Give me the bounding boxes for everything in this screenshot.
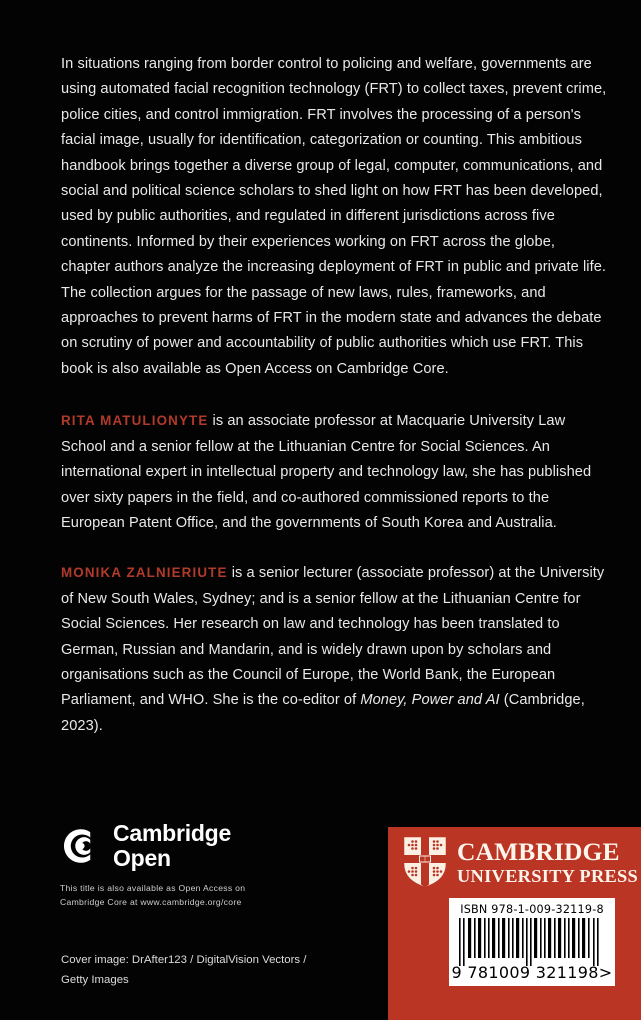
cover-credit-line1: Cover image: DrAfter123 / DigitalVision Vectors / xyxy=(61,954,307,966)
open-access-note-line1: This title is also available as Open Access on xyxy=(60,883,246,893)
publisher-panel xyxy=(388,827,641,1020)
publisher-name-line2: UNIVERSITY PRESS xyxy=(457,866,639,887)
cambridge-open-circle-icon xyxy=(60,825,102,867)
barcode-bars xyxy=(457,918,607,966)
author-bio-1-text: is an associate professor at Macquarie University Law School and a senior fellow at the Lithuanian Centre for Social Sciences. An international expert in intellectual property and technology law, she has published over sixty papers in the field, and co-authored commissioned reports to the European Patent Office, and the governments of South Korea and Australia. xyxy=(61,413,592,531)
author-bio-1 xyxy=(61,408,607,536)
author-bio-2 xyxy=(61,560,607,739)
isbn-barcode xyxy=(449,898,615,986)
open-wordmark-line1: Cambridge xyxy=(113,820,232,846)
cited-book-title: Money, Power and AI xyxy=(360,692,500,709)
author-name-2: MONIKA ZALNIERIUTE xyxy=(61,565,228,581)
publisher-name-line1: CAMBRIDGE xyxy=(457,836,620,866)
cover-image-credit xyxy=(61,950,361,990)
author-name-1: RITA MATULIONYTE xyxy=(61,413,209,429)
book-blurb: In situations ranging from border control to policing and welfare, governments are using automated facial recognition technology (FRT) to collect taxes, prevent crime, police cities, and control immigration. FRT involves the processing of a person's facial image, usually for identification, categorization or counting. This ambitious handbook brings together a diverse group of legal, computer, communications, and social and political science scholars to shed light on how FRT has been developed, used by public authorities, and regulated in different jurisdictions across five continents. Informed by their experiences working on FRT across the globe, chapter authors analyze the increasing deployment of FRT in public and private life. The collection argues for the passage of new laws, rules, frameworks, and approaches to prevent harms of FRT in the modern state and advances the debate on scrutiny of power and accountability of public authorities which use FRT. This book is also available as Open Access on Cambridge Core. xyxy=(61,56,607,377)
back-cover-text-column xyxy=(61,52,607,763)
cambridge-open-block xyxy=(60,822,360,909)
cambridge-open-logo xyxy=(60,822,360,870)
open-wordmark-line2: Open xyxy=(113,845,171,871)
author-bio-2-text-part2: (Cambridge, 2023). xyxy=(61,692,585,734)
author-bio-2-text-part1: is a senior lecturer (associate professor) at the University of New South Wales, Sydney; and is a senior fellow at the Lithuanian Centre for Social Sciences. Her research on law and technology has been translated to German, Russian and Mandarin, and is widely drawn upon by scholars and organisations such as the Council of Europe, the World Bank, the European Parliament, and WHO. She is the co-editor of xyxy=(61,565,605,709)
open-access-note xyxy=(60,882,300,909)
cambridge-coat-of-arms-icon xyxy=(402,835,448,889)
open-access-note-line2: Cambridge Core at www.cambridge.org/core xyxy=(60,896,242,907)
cover-credit-line2: Getty Images xyxy=(61,974,129,986)
publisher-logo xyxy=(402,835,638,889)
publisher-wordmark xyxy=(457,836,639,887)
isbn-number: ISBN 978-1-009-32119-8 xyxy=(460,903,604,916)
barcode-digits-text: 9 781009 321198 xyxy=(451,963,599,982)
barcode-digits xyxy=(449,963,615,982)
cambridge-open-wordmark xyxy=(113,822,231,870)
barcode-terminator: > xyxy=(598,963,613,982)
